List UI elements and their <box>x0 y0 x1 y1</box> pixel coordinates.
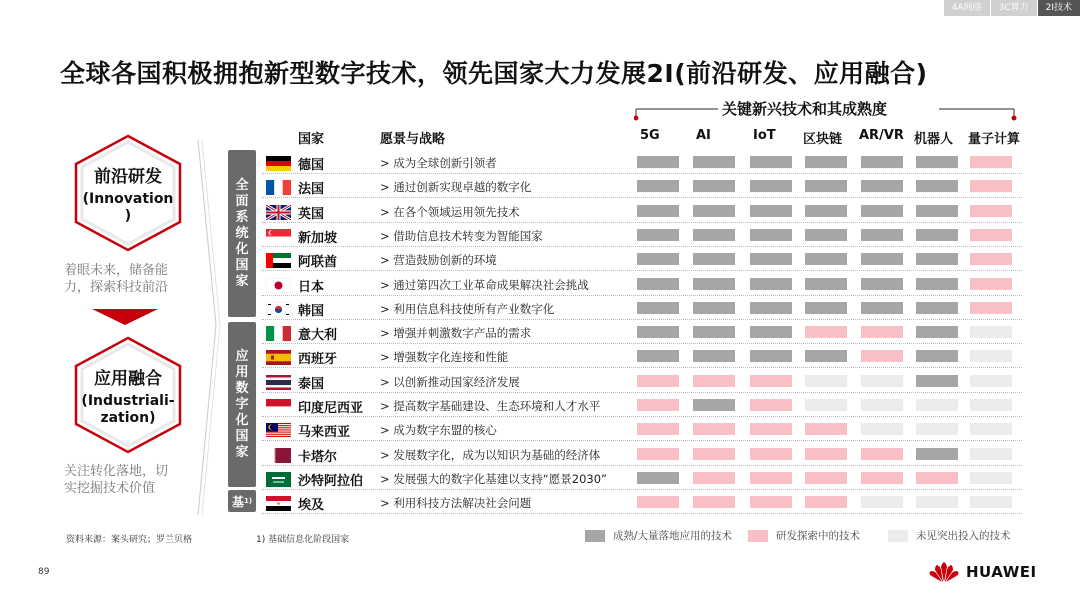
legend-mature-swatch <box>585 530 605 542</box>
nav-tab-2i[interactable]: 2I技术 <box>1038 0 1080 16</box>
maturity-cell-AI <box>693 350 735 362</box>
legend-research: 研发探索中的技术 <box>748 528 860 543</box>
legend-none: 未见突出投入的技术 <box>888 528 1011 543</box>
maturity-cell-量子计算 <box>970 180 1012 192</box>
maturity-cell-量子计算 <box>970 253 1012 265</box>
maturity-cell-AI <box>693 205 735 217</box>
maturity-cell-机器人 <box>916 156 958 168</box>
country-name: 阿联酋 <box>298 255 338 271</box>
maturity-cell-AI <box>693 253 735 265</box>
footnote: 1) 基础信息化阶段国家 <box>256 535 350 545</box>
maturity-cell-区块链 <box>805 448 847 460</box>
maturity-cell-AR/VR <box>861 496 903 508</box>
maturity-cell-AR/VR <box>861 253 903 265</box>
vision-text: > 通过第四次工业革命成果解决社会挑战 <box>380 277 589 292</box>
maturity-cell-机器人 <box>916 229 958 241</box>
maturity-cell-IoT <box>750 253 792 265</box>
vision-text: > 利用信息科技使所有产业数字化 <box>380 301 555 316</box>
maturity-cell-AR/VR <box>861 448 903 460</box>
maturity-cell-AR/VR <box>861 375 903 387</box>
page-number: 89 <box>38 567 50 577</box>
country-name: 卡塔尔 <box>298 449 338 465</box>
maturity-cell-机器人 <box>916 326 958 338</box>
vision-text: > 提高数字基础建设、生态环境和人才水平 <box>380 399 601 413</box>
maturity-cell-区块链 <box>805 472 847 484</box>
maturity-cell-5G <box>637 253 679 265</box>
country-name: 法国 <box>298 182 325 198</box>
country-name: 沙特阿拉伯 <box>298 473 364 489</box>
innovation-title: 前沿研发 <box>94 166 162 187</box>
maturity-cell-5G <box>637 375 679 387</box>
table-row <box>262 247 1022 271</box>
maturity-cell-IoT <box>750 205 792 217</box>
maturity-cell-5G <box>637 496 679 508</box>
maturity-cell-量子计算 <box>970 229 1012 241</box>
header-tech-2: IoT <box>753 128 776 143</box>
innovation-hexagon <box>70 132 186 254</box>
maturity-cell-IoT <box>750 302 792 314</box>
maturity-cell-5G <box>637 399 679 411</box>
maturity-cell-IoT <box>750 180 792 192</box>
vision-text: > 借助信息技术转变为智能国家 <box>380 228 543 243</box>
maturity-cell-AR/VR <box>861 399 903 411</box>
country-name: 西班牙 <box>298 352 338 368</box>
maturity-cell-AR/VR <box>861 302 903 314</box>
table-row <box>262 344 1022 368</box>
maturity-cell-5G <box>637 302 679 314</box>
maturity-cell-量子计算 <box>970 448 1012 460</box>
maturity-cell-AI <box>693 156 735 168</box>
table-row <box>262 490 1022 514</box>
industrialization-subtitle: (Industriali- zation) <box>81 392 175 426</box>
header-tech-group: 关键新兴技术和其成熟度 <box>722 100 888 118</box>
maturity-cell-区块链 <box>805 375 847 387</box>
maturity-cell-量子计算 <box>970 472 1012 484</box>
maturity-cell-5G <box>637 326 679 338</box>
table-row <box>262 223 1022 247</box>
maturity-cell-AI <box>693 180 735 192</box>
industrialization-note: 关注转化落地，切 实挖掘技术价值 <box>64 464 169 496</box>
maturity-cell-IoT <box>750 472 792 484</box>
down-arrow-icon <box>92 309 158 325</box>
table-row <box>262 320 1022 344</box>
huawei-flower-icon <box>928 561 960 583</box>
maturity-cell-AI <box>693 496 735 508</box>
vision-text: > 成为全球创新引领者 <box>380 156 497 170</box>
japan-flag-icon <box>266 278 291 293</box>
saudi-flag-icon <box>266 472 291 487</box>
table-row <box>262 466 1022 490</box>
maturity-cell-区块链 <box>805 326 847 338</box>
maturity-cell-5G <box>637 448 679 460</box>
maturity-cell-AI <box>693 229 735 241</box>
legend-research-swatch <box>748 530 768 542</box>
maturity-cell-区块链 <box>805 423 847 435</box>
maturity-cell-量子计算 <box>970 205 1012 217</box>
huawei-logo <box>928 561 1037 583</box>
legend-none-swatch <box>888 530 908 542</box>
table-row <box>262 272 1022 296</box>
table-row <box>262 369 1022 393</box>
maturity-cell-AR/VR <box>861 156 903 168</box>
maturity-cell-IoT <box>750 423 792 435</box>
group-label-basic: 基 1) <box>228 490 256 512</box>
page-title: 全球各国积极拥抱新型数字技术，领先国家大力发展2I(前沿研发、应用融合) <box>60 59 928 88</box>
maturity-cell-IoT <box>750 229 792 241</box>
header-tech-5: 机器人 <box>914 132 954 147</box>
maturity-cell-区块链 <box>805 302 847 314</box>
table-row <box>262 296 1022 320</box>
maturity-cell-区块链 <box>805 278 847 290</box>
header-tech-0: 5G <box>640 128 660 143</box>
nav-tab-3c[interactable]: 3C算力 <box>991 0 1037 16</box>
country-name: 印度尼西亚 <box>298 401 364 416</box>
header-tech-1: AI <box>696 128 711 143</box>
uk-flag-icon <box>266 205 291 220</box>
maturity-cell-AR/VR <box>861 326 903 338</box>
maturity-cell-IoT <box>750 278 792 290</box>
maturity-cell-IoT <box>750 496 792 508</box>
maturity-cell-AR/VR <box>861 350 903 362</box>
uae-flag-icon <box>266 253 291 268</box>
germany-flag-icon <box>266 156 291 171</box>
vision-text: > 营造鼓励创新的环境 <box>380 253 497 268</box>
maturity-cell-AR/VR <box>861 278 903 290</box>
maturity-cell-机器人 <box>916 180 958 192</box>
indonesia-flag-icon <box>266 399 291 414</box>
top-nav <box>943 0 1080 16</box>
header-tech-6: 量子计算 <box>968 132 1021 147</box>
country-name: 泰国 <box>298 376 325 392</box>
maturity-cell-区块链 <box>805 399 847 411</box>
vision-text: > 利用科技方法解决社会问题 <box>380 496 532 511</box>
france-flag-icon <box>266 180 291 195</box>
maturity-cell-量子计算 <box>970 156 1012 168</box>
source-note: 资料来源：案头研究；罗兰贝格 <box>66 535 193 545</box>
maturity-cell-机器人 <box>916 399 958 411</box>
maturity-cell-机器人 <box>916 350 958 362</box>
maturity-cell-5G <box>637 350 679 362</box>
maturity-cell-量子计算 <box>970 350 1012 362</box>
country-name: 韩国 <box>298 303 325 319</box>
italy-flag-icon <box>266 326 291 341</box>
maturity-cell-机器人 <box>916 375 958 387</box>
maturity-cell-AI <box>693 423 735 435</box>
table-row <box>262 442 1022 466</box>
maturity-cell-5G <box>637 205 679 217</box>
header-country: 国家 <box>298 132 325 147</box>
header-tech-3: 区块链 <box>803 132 843 147</box>
maturity-cell-IoT <box>750 326 792 338</box>
maturity-cell-AI <box>693 302 735 314</box>
vision-text: > 发展数字化，成为以知识为基础的经济体 <box>380 447 601 462</box>
maturity-cell-5G <box>637 423 679 435</box>
spain-flag-icon <box>266 350 291 365</box>
country-name: 英国 <box>298 206 325 222</box>
industrialization-hexagon <box>70 334 186 456</box>
maturity-cell-量子计算 <box>970 302 1012 314</box>
maturity-cell-区块链 <box>805 350 847 362</box>
maturity-cell-机器人 <box>916 205 958 217</box>
country-name: 埃及 <box>298 498 325 514</box>
industrialization-title: 应用融合 <box>94 368 162 389</box>
maturity-cell-5G <box>637 229 679 241</box>
maturity-cell-IoT <box>750 448 792 460</box>
maturity-cell-AI <box>693 375 735 387</box>
maturity-cell-AR/VR <box>861 229 903 241</box>
maturity-cell-IoT <box>750 399 792 411</box>
qatar-flag-icon <box>266 448 291 463</box>
maturity-cell-AI <box>693 326 735 338</box>
vision-text: > 通过创新实现卓越的数字化 <box>380 180 532 195</box>
vision-text: > 在各个领域运用领先技术 <box>380 204 520 219</box>
maturity-cell-机器人 <box>916 278 958 290</box>
maturity-cell-量子计算 <box>970 278 1012 290</box>
maturity-cell-量子计算 <box>970 375 1012 387</box>
country-name: 意大利 <box>298 328 338 344</box>
maturity-cell-AR/VR <box>861 180 903 192</box>
maturity-cell-量子计算 <box>970 496 1012 508</box>
table-row <box>262 393 1022 417</box>
maturity-cell-机器人 <box>916 472 958 484</box>
maturity-cell-机器人 <box>916 448 958 460</box>
maturity-cell-AI <box>693 399 735 411</box>
maturity-cell-5G <box>637 180 679 192</box>
maturity-cell-区块链 <box>805 180 847 192</box>
country-name: 马来西亚 <box>298 425 351 441</box>
maturity-cell-区块链 <box>805 156 847 168</box>
header-tech-4: AR/VR <box>859 128 904 143</box>
maturity-cell-IoT <box>750 350 792 362</box>
maturity-cell-IoT <box>750 156 792 168</box>
maturity-cell-区块链 <box>805 205 847 217</box>
maturity-cell-AI <box>693 472 735 484</box>
maturity-cell-区块链 <box>805 496 847 508</box>
maturity-cell-机器人 <box>916 302 958 314</box>
header-vision: 愿景与战略 <box>380 132 446 147</box>
table-row <box>262 199 1022 223</box>
maturity-cell-AR/VR <box>861 423 903 435</box>
maturity-cell-量子计算 <box>970 326 1012 338</box>
vision-text: > 发展强大的数字化基建以支持“愿景2030” <box>380 471 607 486</box>
tech-group-bracket <box>634 100 1024 122</box>
vision-text: > 成为数字东盟的核心 <box>380 423 497 438</box>
maturity-cell-区块链 <box>805 253 847 265</box>
bracket-lines <box>196 140 226 520</box>
table-row <box>262 417 1022 441</box>
maturity-cell-机器人 <box>916 496 958 508</box>
singapore-flag-icon <box>266 229 291 244</box>
vision-text: > 增强并刺激数字产品的需求 <box>380 326 532 341</box>
vision-text: > 以创新推动国家经济发展 <box>380 374 520 389</box>
maturity-cell-机器人 <box>916 253 958 265</box>
vision-text: > 增强数字化连接和性能 <box>380 350 509 365</box>
maturity-cell-5G <box>637 472 679 484</box>
country-name: 新加坡 <box>298 230 338 246</box>
table-row <box>262 174 1022 198</box>
group-label-comprehensive: 全面系统化国家 <box>228 150 256 317</box>
innovation-note: 着眼未来，储备能 力，探索科技前沿 <box>64 263 169 295</box>
maturity-cell-区块链 <box>805 229 847 241</box>
thailand-flag-icon <box>266 375 291 390</box>
maturity-cell-IoT <box>750 375 792 387</box>
egypt-flag-icon <box>266 496 291 511</box>
maturity-cell-AR/VR <box>861 472 903 484</box>
innovation-subtitle: (Innovation ) <box>82 190 174 224</box>
table-row <box>262 150 1022 174</box>
group-label-application: 应用数字化国家 <box>228 322 256 487</box>
maturity-cell-AI <box>693 448 735 460</box>
maturity-cell-AR/VR <box>861 205 903 217</box>
country-name: 日本 <box>298 279 325 295</box>
korea-flag-icon <box>266 302 291 317</box>
huawei-wordmark: HUAWEI <box>966 563 1037 581</box>
country-name: 德国 <box>298 158 325 173</box>
maturity-cell-量子计算 <box>970 399 1012 411</box>
maturity-cell-AI <box>693 278 735 290</box>
maturity-cell-5G <box>637 278 679 290</box>
malaysia-flag-icon <box>266 423 291 438</box>
legend-mature: 成熟/大量落地应用的技术 <box>585 528 732 543</box>
nav-tab-4a[interactable]: 4A网络 <box>944 0 990 16</box>
maturity-cell-机器人 <box>916 423 958 435</box>
maturity-cell-量子计算 <box>970 423 1012 435</box>
maturity-cell-5G <box>637 156 679 168</box>
